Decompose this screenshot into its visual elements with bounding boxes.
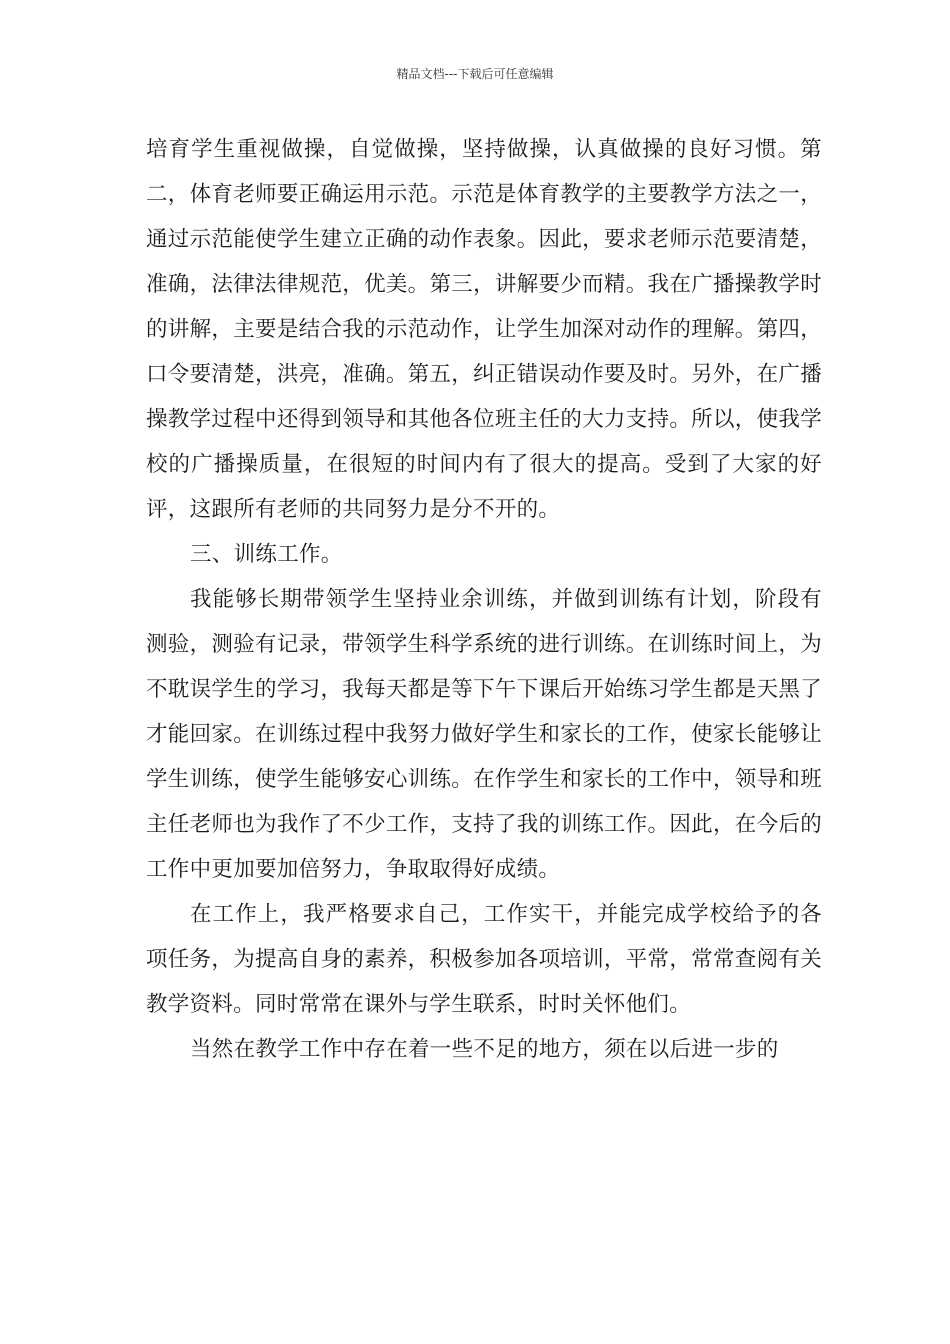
paragraph-1: 培育学生重视做操，自觉做操，坚持做操，认真做操的良好习惯。第二，体育老师要正确运用示范。示范是体育教学的主要教学方法之一，通过示范能使学生建立正确的动作表象。因此，要求老师示范要清楚，准确，法律法律规范，优美。第三，讲解要少而精。我在广播操教学时的讲解，主要是结合我的示范动作，让学生加深对动作的理解。第四，口令要清楚，洪亮，准确。第五，纠正错误动作要及时。另外，在广播操教学过程中还得到领导和其他各位班主任的大力支持。所以，使我学校的广播操质量，在很短的时间内有了很大的提高。受到了大家的好评，这跟所有老师的共同努力是分不开的。 <box>146 137 822 522</box>
paragraph-training: 我能够长期带领学生坚持业余训练，并做到训练有计划，阶段有测验，测验有记录，带领学生科学系统的进行训练。在训练时间上，为不耽误学生的学习，我每天都是等下午下课后开始练习学生都是天黑了才能回家。在训练过程中我努力做好学生和家长的工作，使家长能够让学生训练，使学生能够安心训练。在作学生和家长的工作中，领导和班主任老师也为我作了不少工作，支持了我的训练工作。因此，在今后的工作中更加要加倍努力，争取取得好成绩。 <box>146 587 822 882</box>
paragraph-work-attitude: 在工作上，我严格要求自己，工作实干，并能完成学校给予的各项任务，为提高自身的素养，积极参加各项培训，平常，常常查阅有关教学资料。同时常常在课外与学生联系，时时关怀他们。 <box>146 902 822 1017</box>
paragraph-shortcomings: 当然在教学工作中存在着一些不足的地方，须在以后进一步的 <box>190 1037 779 1062</box>
section-heading-training: 三、训练工作。 <box>190 542 343 567</box>
document-body <box>146 127 822 1072</box>
page-header: 精品文档---下载后可任意编辑 <box>396 67 554 81</box>
